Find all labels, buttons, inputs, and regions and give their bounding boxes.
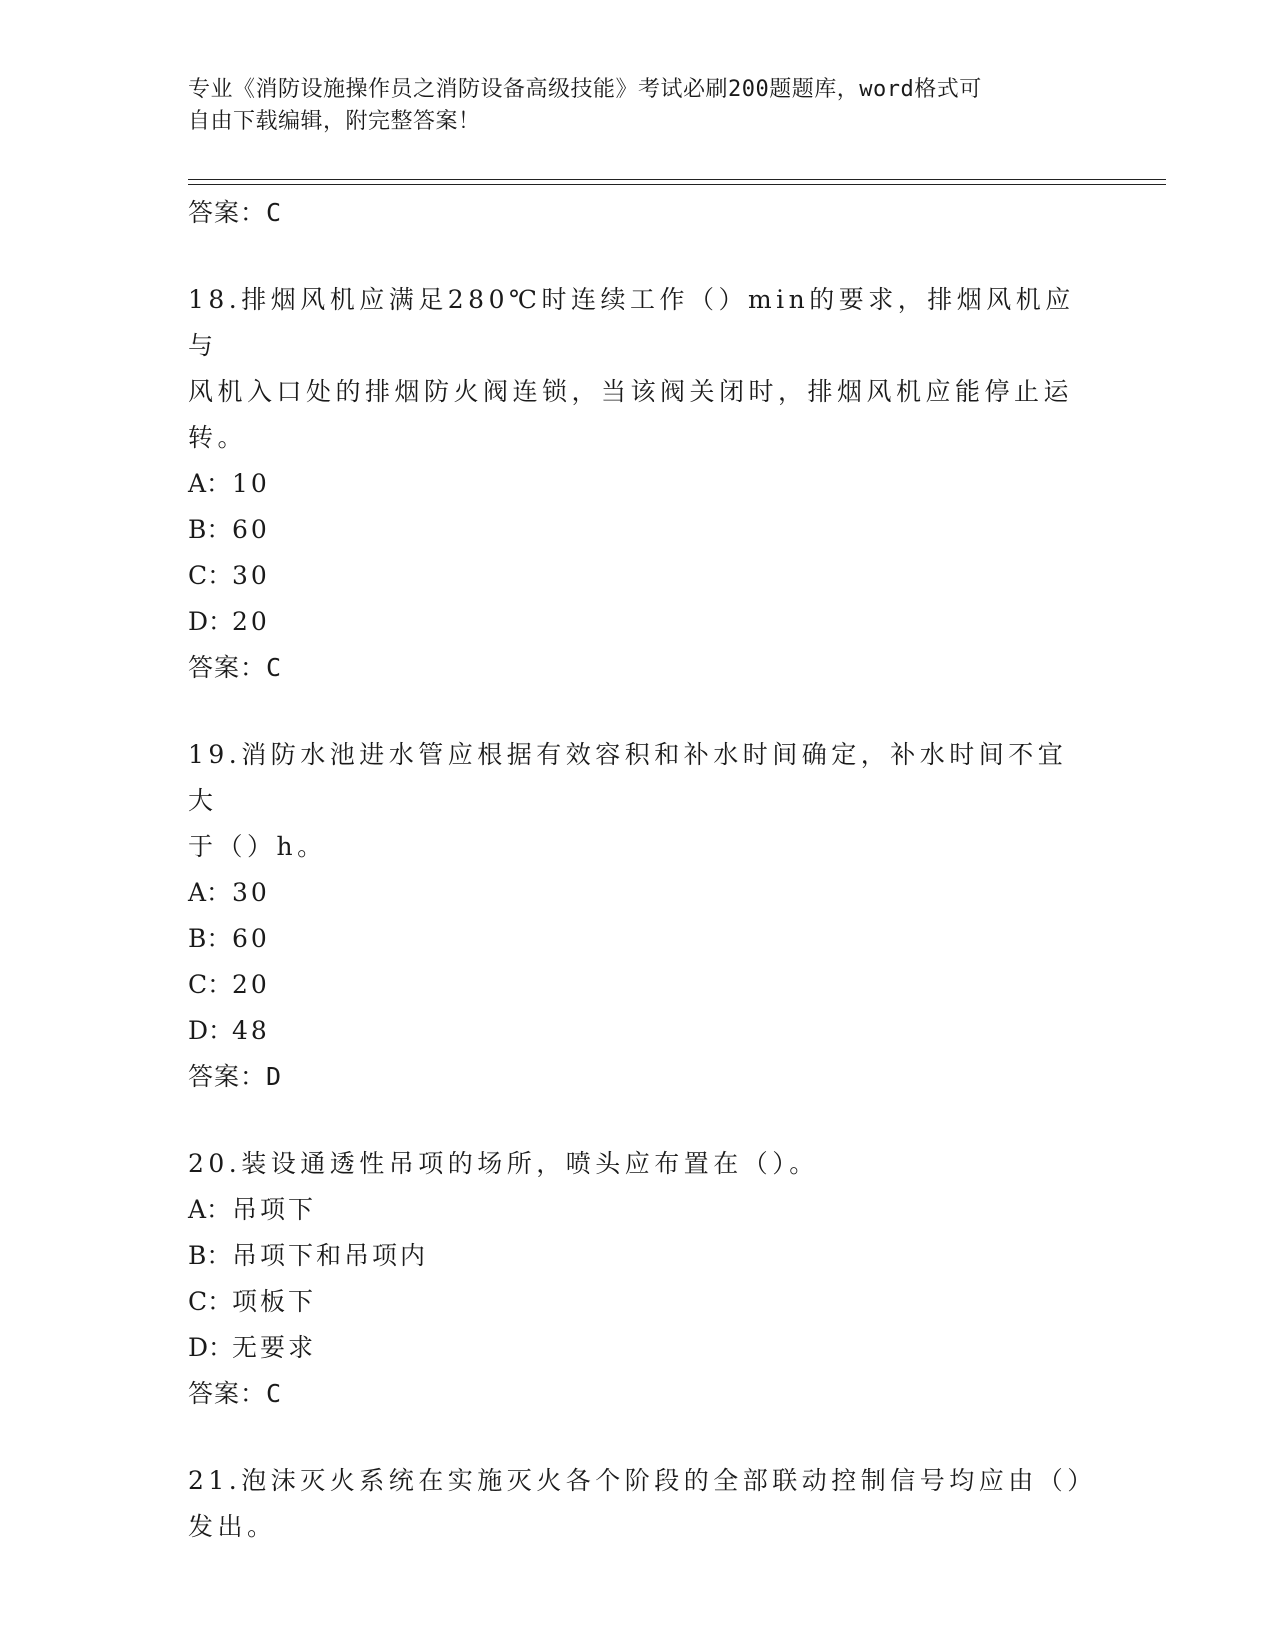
option-key: A： [188,1195,232,1224]
option-text: 项板下 [232,1287,317,1316]
option-text: 吊项下和吊项内 [232,1241,429,1270]
option-c [188,1279,1088,1325]
option-d [188,1008,1088,1054]
option-text: 60 [232,924,270,953]
option-d [188,599,1088,645]
option-text: 吊项下 [232,1195,317,1224]
answer-label: 答案： [188,1062,267,1091]
question-text-line: 18.排烟风机应满足280℃时连续工作（）min的要求，排烟风机应与 [188,285,1075,360]
option-text: 30 [232,878,270,907]
question-block-20 [188,1141,1088,1417]
option-c [188,553,1088,599]
option-a [188,870,1088,916]
document-header [188,74,1068,138]
option-d [188,1325,1088,1371]
option-b [188,1233,1088,1279]
question-text-line: 19.消防水池进水管应根据有效容积和补水时间确定，补水时间不宜大 [188,740,1068,815]
option-key: C： [188,970,233,999]
header-line-1: 专业《消防设施操作员之消防设备高级技能》考试必刷200题题库，word格式可 [188,77,982,102]
answer-line [188,1371,1088,1417]
option-b [188,916,1088,962]
answer-value: C [266,653,283,682]
answer-line [188,1054,1088,1100]
question-block-18 [188,277,1088,691]
answer-value: D [266,1062,283,1091]
option-text: 10 [232,469,270,498]
option-text: 48 [232,1016,270,1045]
option-key: D： [188,1016,234,1045]
question-text-line: 21.泡沫灭火系统在实施灭火各个阶段的全部联动控制信号均应由（） [188,1466,1097,1495]
option-text: 30 [232,561,270,590]
option-key: D： [188,1333,234,1362]
option-text: 无要求 [232,1333,317,1362]
question-text-line: 20.装设通透性吊项的场所，喷头应布置在（）。 [188,1149,819,1178]
question-text-line: 转。 [188,423,248,452]
answer-line [188,645,1088,691]
option-c [188,962,1088,1008]
option-key: B： [188,924,232,953]
answer-label: 答案： [188,198,267,227]
option-text: 20 [232,607,270,636]
answer-line [188,190,1088,236]
answer-label: 答案： [188,1379,267,1408]
question-text-line: 发出。 [188,1512,277,1541]
option-key: A： [188,469,232,498]
option-key: D： [188,607,234,636]
option-text: 20 [232,970,270,999]
option-a [188,461,1088,507]
option-b [188,507,1088,553]
header-divider-bottom [188,184,1166,185]
header-line-2: 自由下载编辑，附完整答案！ [188,109,481,134]
option-key: A： [188,878,232,907]
answer-value: C [266,1379,283,1408]
option-key: B： [188,515,232,544]
question-content [188,190,1097,1550]
option-key: C： [188,1287,233,1316]
header-divider-top [188,179,1166,180]
option-a [188,1187,1088,1233]
answer-label: 答案： [188,653,267,682]
answer-value: C [266,198,283,227]
option-key: B： [188,1241,232,1270]
question-text-line: 风机入口处的排烟防火阀连锁，当该阀关闭时，排烟风机应能停止运 [188,377,1074,406]
question-text-line: 于（）h。 [188,832,327,861]
option-key: C： [188,561,233,590]
option-text: 60 [232,515,270,544]
question-block-19 [188,732,1088,1100]
question-block-21 [188,1458,1097,1550]
